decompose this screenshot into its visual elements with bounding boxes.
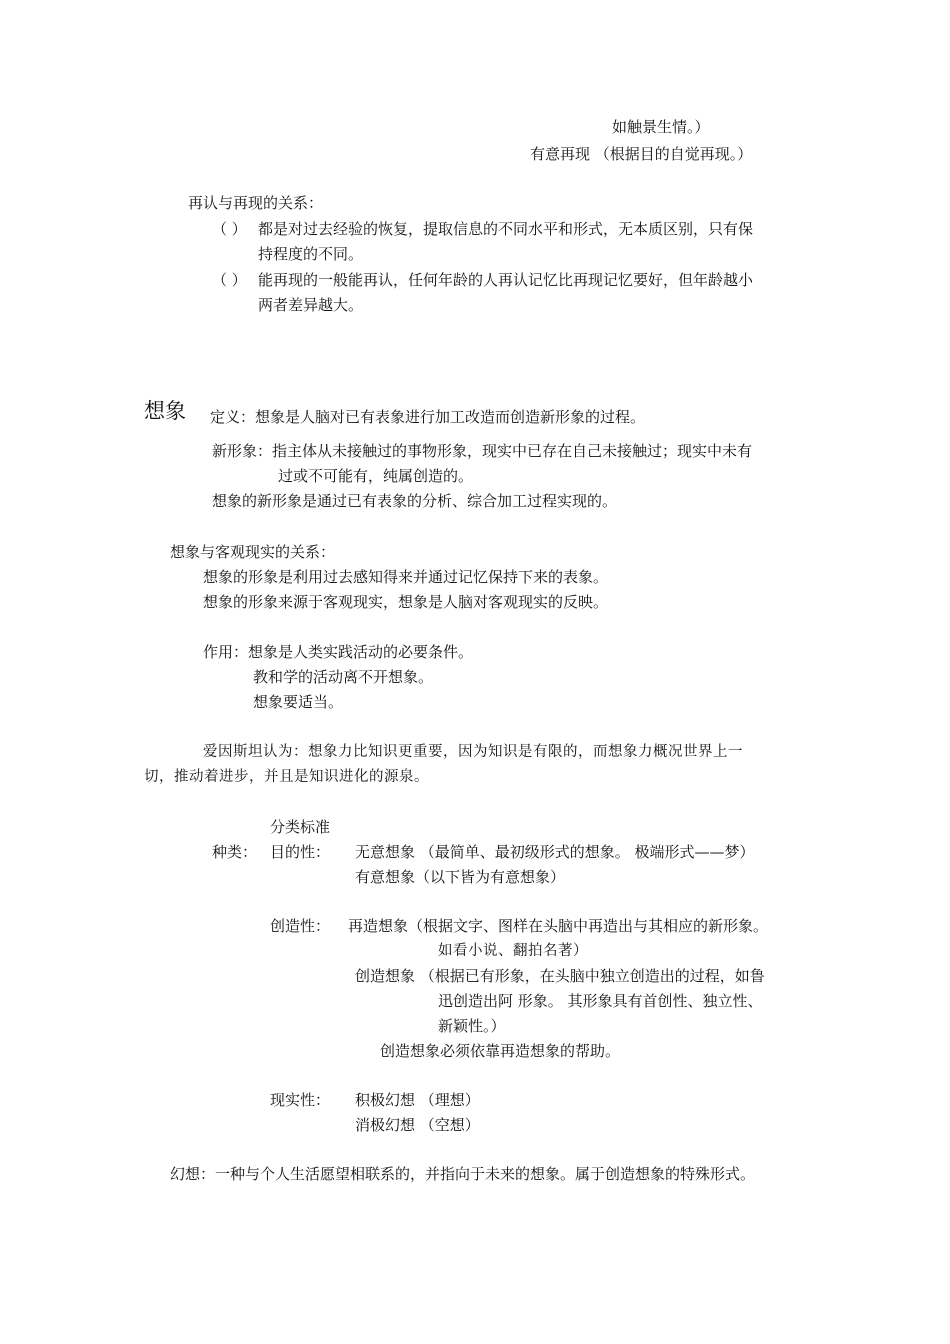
role-line-2: 教和学的活动离不开想象。 <box>253 668 434 686</box>
relation-item1-line2: 持程度的不同。 <box>258 245 364 263</box>
standard-label: 分类标准 <box>270 818 331 836</box>
definition: 定义：想象是人脑对已有表象进行加工改造而创造新形象的过程。 <box>210 408 646 426</box>
creative-note: 创造想象必须依靠再造想象的帮助。 <box>380 1042 621 1060</box>
positive-fantasy: 积极幻想 （理想） <box>355 1091 480 1109</box>
recall-line-1: 如触景生情。） <box>612 118 710 136</box>
relation-heading: 再认与再现的关系： <box>188 194 324 212</box>
creative-line-3: 新颖性。） <box>438 1017 506 1035</box>
relation-item1-line1: 都是对过去经验的恢复，提取信息的不同水平和形式，无本质区别，只有保 <box>258 220 754 238</box>
creativity-label: 创造性： <box>270 917 331 935</box>
section-title: 想象 <box>144 399 186 423</box>
new-image-line-2: 过或不可能有，纯属创造的。 <box>278 467 474 485</box>
einstein-quote-line-2: 切，推动着进步，并且是知识进化的源泉。 <box>144 769 429 785</box>
reality-heading: 想象与客观现实的关系： <box>170 543 336 561</box>
relation-item1-mark: （ ） <box>212 220 247 238</box>
reality-line-1: 想象的形象是利用过去感知得来并通过记忆保持下来的表象。 <box>203 568 609 586</box>
reality-label: 现实性： <box>270 1091 331 1109</box>
negative-fantasy: 消极幻想 （空想） <box>355 1116 480 1134</box>
recall-line-2: 有意再现 （根据目的自觉再现。） <box>530 145 753 163</box>
new-image-line-3: 想象的新形象是通过已有表象的分析、综合加工过程实现的。 <box>212 492 618 510</box>
fantasy-definition: 幻想：一种与个人生活愿望相联系的，并指向于未来的想象。属于创造想象的特殊形式。 <box>170 1165 756 1183</box>
creative-line-1: 创造想象 （根据已有形象，在头脑中独立创造出的过程，如鲁 <box>355 967 765 985</box>
unintentional-imagination: 无意想象 （最简单、最初级形式的想象。 极端形式——梦） <box>355 843 755 861</box>
reality-line-2: 想象的形象来源于客观现实，想象是人脑对客观现实的反映。 <box>203 593 609 611</box>
relation-item2-line2: 两者差异越大。 <box>258 296 364 314</box>
reproductive-line-1: 再造想象（根据文字、图样在头脑中再造出与其相应的新形象。 <box>348 917 769 935</box>
intentional-imagination: 有意想象（以下皆为有意想象） <box>355 868 566 886</box>
relation-item2-line1: 能再现的一般能再认，任何年龄的人再认记忆比再现记忆要好，但年龄越小 <box>258 271 754 289</box>
reproductive-line-2: 如看小说、翻拍名著） <box>438 943 588 959</box>
role-line-1: 作用：想象是人类实践活动的必要条件。 <box>203 643 474 661</box>
relation-item2-mark: （ ） <box>212 271 247 289</box>
new-image-line-1: 新形象：指主体从未接触过的事物形象，现实中已存在自己未接触过；现实中未有 <box>212 442 753 460</box>
kinds-label: 种类： <box>212 843 258 861</box>
purpose-label: 目的性： <box>270 843 331 861</box>
role-line-3: 想象要适当。 <box>253 693 344 711</box>
creative-line-2: 迅创造出阿 形象。 其形象具有首创性、独立性、 <box>438 992 763 1010</box>
einstein-quote-line-1: 爱因斯坦认为：想象力比知识更重要，因为知识是有限的，而想象力概况世界上一 <box>203 744 743 760</box>
